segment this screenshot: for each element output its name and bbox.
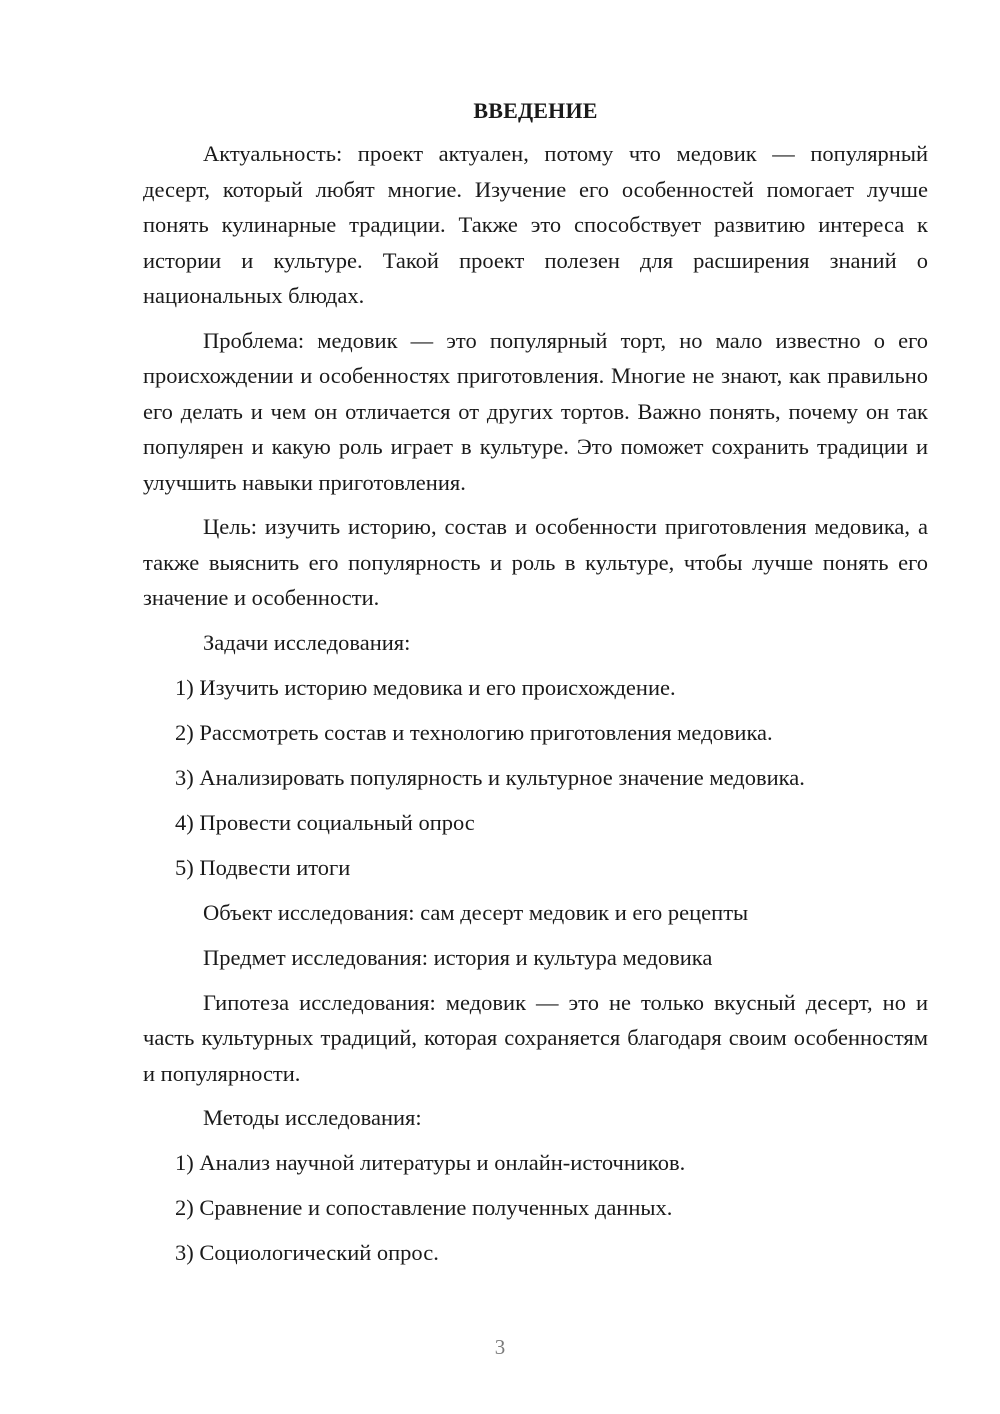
task-item: 1) Изучить историю медовика и его происхождение. (175, 674, 676, 700)
research-subject: Предмет исследования: история и культура медовика (203, 944, 713, 970)
method-item: 1) Анализ научной литературы и онлайн-источников. (175, 1150, 686, 1175)
paragraph-goal: Цель: изучить историю, состав и особенности приготовления медовика, а также выяснить его популярность и роль в культуре, чтобы лучше понять его значение и особенности. (143, 514, 928, 610)
tasks-title: Задачи исследования: (203, 629, 411, 655)
task-item: 4) Провести социальный опрос (175, 809, 475, 835)
methods-title: Методы исследования: (203, 1105, 422, 1130)
page-content (143, 96, 928, 1280)
method-item: 3) Социологический опрос. (175, 1240, 439, 1265)
paragraph-problem: Проблема: медовик — это популярный торт, но мало известно о его происхождении и особенностях приготовления. Многие не знают, как правильно его делать и чем он отличается от других тортов. Важно понять, почему он так популярен и какую роль играет в культуре. Это поможет сохранить традиции и улучшить навыки приготовления. (143, 327, 928, 495)
paragraph-relevance: Актуальность: проект актуален, потому что медовик — популярный десерт, который любят многие. Изучение его особенностей помогает лучше понять кулинарные традиции. Также это способствует развитию интереса к истории и культуре. Такой проект полезен для расширения знаний о национальных блюдах. (143, 141, 928, 308)
task-item: 2) Рассмотреть состав и технологию приготовления медовика. (175, 719, 773, 745)
task-item: 5) Подвести итоги (175, 854, 351, 880)
paragraph-hypothesis: Гипотеза исследования: медовик — это не только вкусный десерт, но и часть культурных традиций, которая сохраняется благодаря своим особенностям и популярности. (143, 989, 928, 1086)
research-object: Объект исследования: сам десерт медовик и его рецепты (203, 899, 749, 925)
page-number: 3 (494, 1335, 506, 1359)
section-heading: ВВЕДЕНИЕ (473, 98, 598, 123)
method-item: 2) Сравнение и сопоставление полученных данных. (175, 1195, 673, 1220)
task-item: 3) Анализировать популярность и культурное значение медовика. (175, 764, 805, 790)
